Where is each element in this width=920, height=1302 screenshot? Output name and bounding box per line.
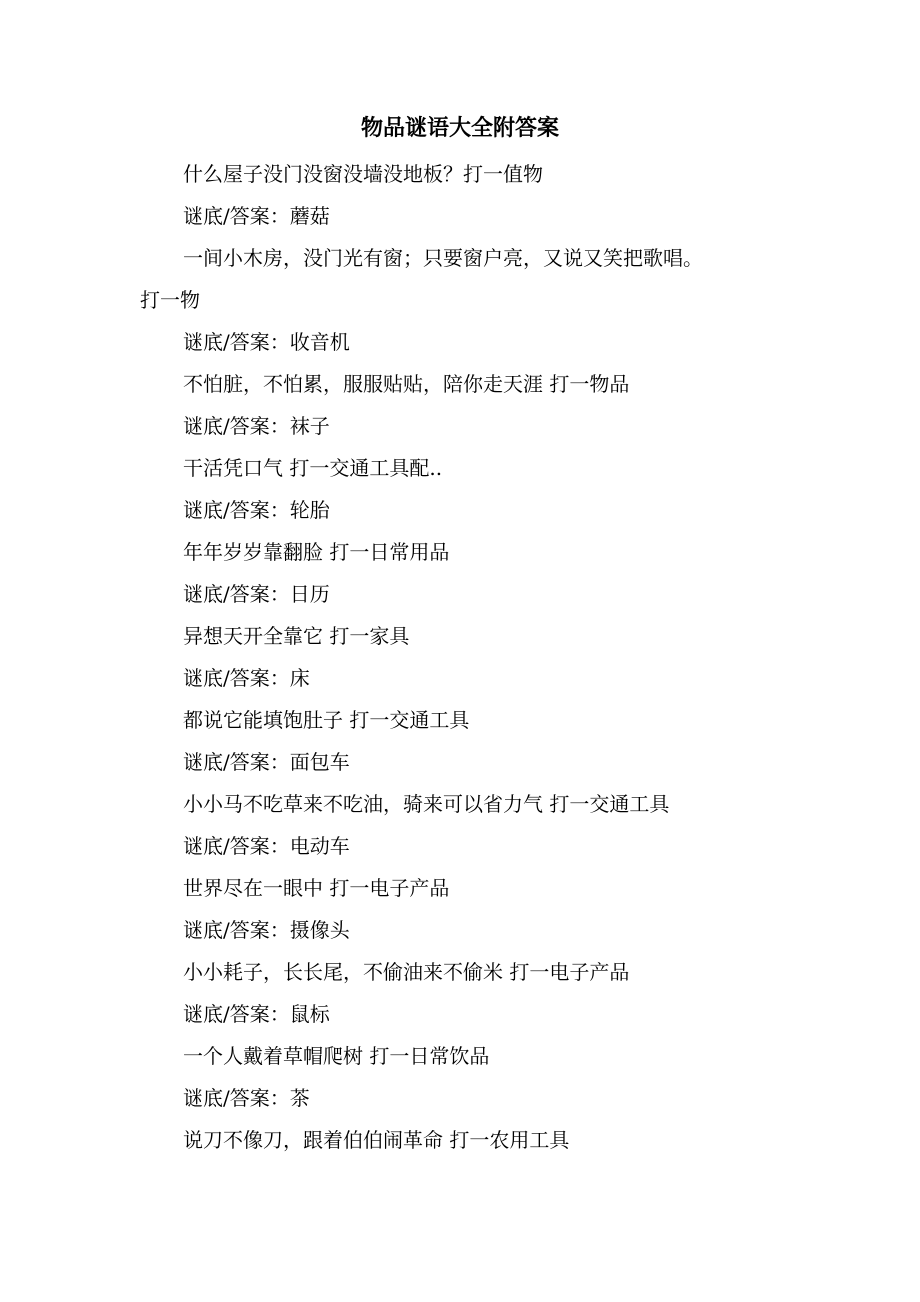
document-title: 物品谜语大全附答案 <box>360 115 559 141</box>
riddle-answer: 谜底/答案：轮胎 <box>183 498 330 522</box>
riddle-question: 干活凭口气 打一交通工具配.. <box>183 456 443 480</box>
riddle-question: 一间小木房，没门光有窗；只要窗户亮，又说又笑把歌唱。 <box>183 246 703 270</box>
riddle-question: 小小耗子，长长尾，不偷油来不偷米 打一电子产品 <box>183 960 630 984</box>
riddle-question: 异想天开全靠它 打一家具 <box>183 624 410 648</box>
riddle-answer: 谜底/答案：鼠标 <box>183 1002 330 1026</box>
riddle-answer: 谜底/答案：袜子 <box>183 414 330 438</box>
riddle-answer: 谜底/答案：茶 <box>183 1086 310 1110</box>
riddle-question-continued: 打一物 <box>140 288 200 312</box>
riddle-answer: 谜底/答案：电动车 <box>183 834 350 858</box>
riddle-list <box>0 157 920 1165</box>
riddle-question: 说刀不像刀，跟着伯伯闹革命 打一农用工具 <box>183 1128 570 1152</box>
riddle-question: 不怕脏，不怕累，服服贴贴，陪你走天涯 打一物品 <box>183 372 630 396</box>
riddle-answer: 谜底/答案：面包车 <box>183 750 350 774</box>
riddle-question: 什么屋子没门没窗没墙没地板？打一值物 <box>183 162 543 186</box>
riddle-question: 小小马不吃草来不吃油，骑来可以省力气 打一交通工具 <box>183 792 670 816</box>
riddle-answer: 谜底/答案：蘑菇 <box>183 204 330 228</box>
riddle-question: 一个人戴着草帽爬树 打一日常饮品 <box>183 1044 490 1068</box>
riddle-answer: 谜底/答案：日历 <box>183 582 330 606</box>
riddle-question: 世界尽在一眼中 打一电子产品 <box>183 876 450 900</box>
riddle-answer: 谜底/答案：收音机 <box>183 330 350 354</box>
riddle-answer: 谜底/答案：摄像头 <box>183 918 350 942</box>
riddle-question: 年年岁岁靠翻脸 打一日常用品 <box>183 540 450 564</box>
riddle-answer: 谜底/答案：床 <box>183 666 310 690</box>
riddle-question: 都说它能填饱肚子 打一交通工具 <box>183 708 470 732</box>
